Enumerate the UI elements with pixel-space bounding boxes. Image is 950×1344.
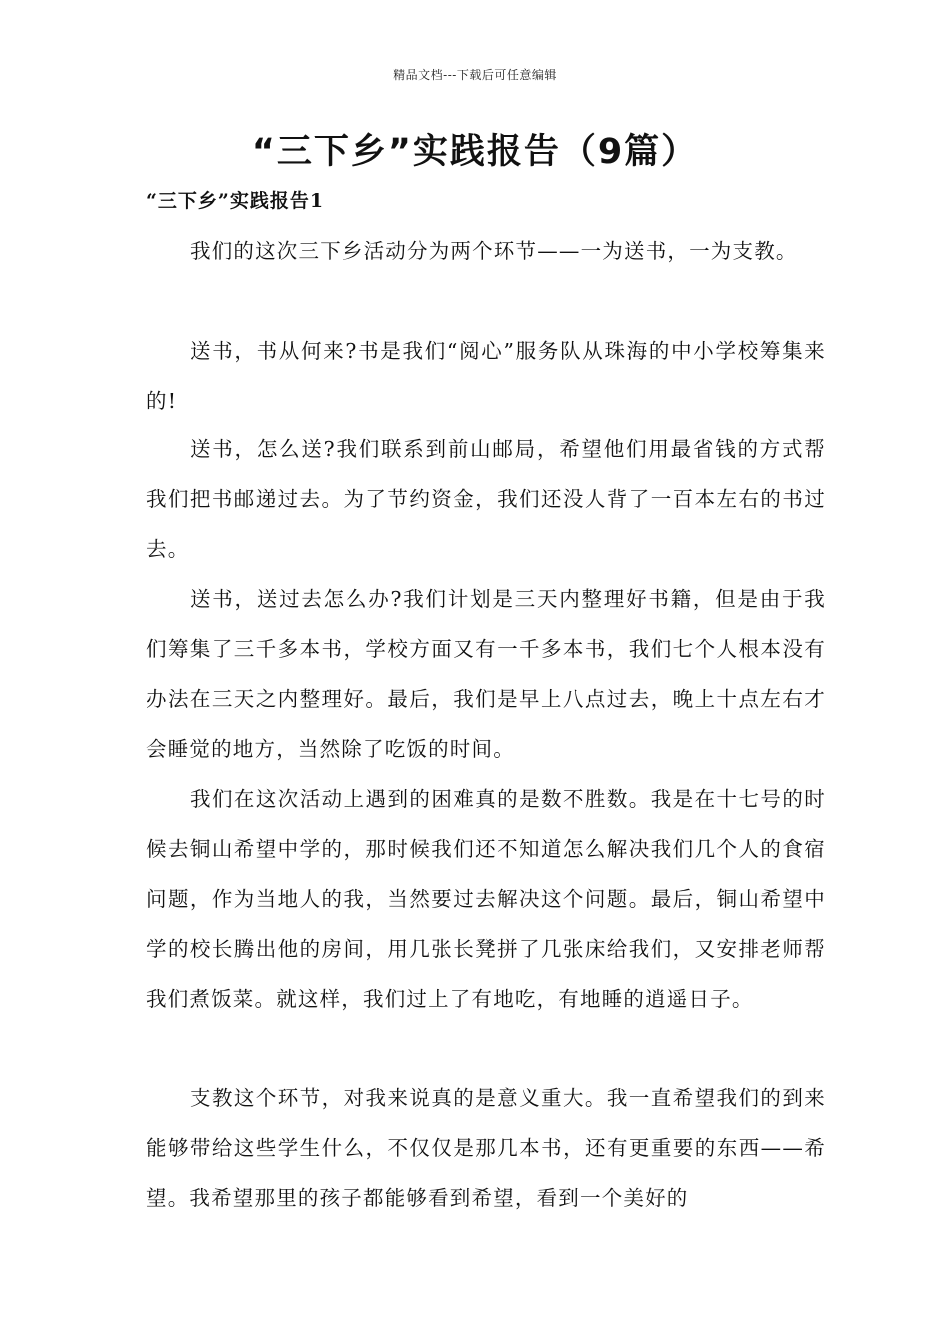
paragraph: 我们的这次三下乡活动分为两个环节——一为送书，一为支教。 [190,239,798,263]
paragraph: 送书，送过去怎么办?我们计划是三天内整理好书籍，但是由于我们筹集了三千多本书，学校方面又有一千多本书，我们七个人根本没有办法在三天之内整理好。最后，我们是早上八点过去，晚上十点左右才会睡觉的地方，当然除了吃饭的时间。 [146,587,826,761]
paragraph: 送书，怎么送?我们联系到前山邮局，希望他们用最省钱的方式帮我们把书邮递过去。为了节约资金，我们还没人背了一百本左右的书过去。 [146,437,826,561]
paragraph: 我们在这次活动上遇到的困难真的是数不胜数。我是在十七号的时候去铜山希望中学的，那时候我们还不知道怎么解决我们几个人的食宿问题，作为当地人的我，当然要过去解决这个问题。最后，铜山希望中学的校长腾出他的房间，用几张长凳拼了几张床给我们，又安排老师帮我们煮饭菜。就这样，我们过上了有地吃，有地睡的逍遥日子。 [146,787,826,1011]
section-heading: “三下乡”实践报告1 [146,190,325,212]
header-note: 精品文档---下载后可任意编辑 [393,68,557,82]
paragraph: 送书，书从何来?书是我们“阅心”服务队从珠海的中小学校筹集来的! [146,339,826,413]
document-title: “三下乡”实践报告（9篇） [251,132,699,172]
paragraph: 支教这个环节，对我来说真的是意义重大。我一直希望我们的到来能够带给这些学生什么，不仅仅是那几本书，还有更重要的东西——希望。我希望那里的孩子都能够看到希望，看到一个美好的 [146,1086,826,1210]
